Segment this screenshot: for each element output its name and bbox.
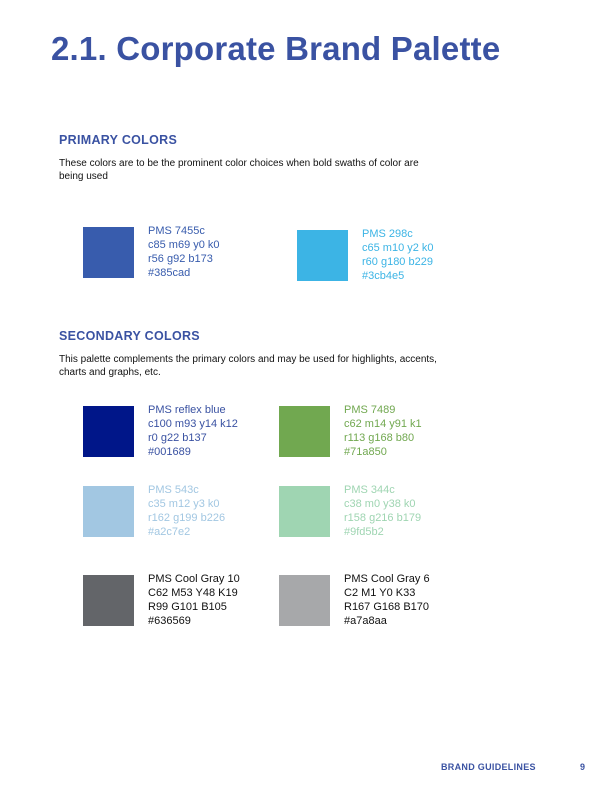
page-number: 9 xyxy=(580,762,586,772)
color-chip xyxy=(279,486,330,537)
color-chip xyxy=(297,230,348,281)
rgb-value: r113 g168 b80 xyxy=(344,432,415,444)
page-title: 2.1. Corporate Brand Palette xyxy=(51,30,501,67)
rgb-value: r56 g92 b173 xyxy=(148,253,213,265)
hex-value: #385cad xyxy=(148,267,191,279)
cmyk-value: c65 m10 y2 k0 xyxy=(362,242,434,254)
pms-name: PMS Cool Gray 10 xyxy=(148,573,240,585)
pms-name: PMS 344c xyxy=(344,484,395,496)
pms-name: PMS 7455c xyxy=(148,225,205,237)
rgb-value: r162 g199 b226 xyxy=(148,512,226,524)
color-chip xyxy=(83,486,134,537)
pms-name: PMS Cool Gray 6 xyxy=(344,573,430,585)
cmyk-value: c100 m93 y14 k12 xyxy=(148,418,238,430)
color-chip xyxy=(83,227,134,278)
hex-value: #3cb4e5 xyxy=(362,270,405,282)
rgb-value: r0 g22 b137 xyxy=(148,432,207,444)
secondary-colors-heading: SECONDARY COLORS xyxy=(59,329,200,343)
hex-value: #9fd5b2 xyxy=(344,526,384,538)
color-chip xyxy=(279,575,330,626)
cmyk-value: c85 m69 y0 k0 xyxy=(148,239,220,251)
color-specs xyxy=(362,227,434,283)
hex-value: #001689 xyxy=(148,446,191,458)
pms-name: PMS 298c xyxy=(362,228,413,240)
rgb-value: R99 G101 B105 xyxy=(148,601,227,613)
color-specs xyxy=(344,403,422,459)
cmyk-value: c35 m12 y3 k0 xyxy=(148,498,220,510)
cmyk-value: C2 M1 Y0 K33 xyxy=(344,587,416,599)
hex-value: #a7a8aa xyxy=(344,615,387,627)
primary-colors-heading: PRIMARY COLORS xyxy=(59,133,178,147)
color-specs xyxy=(148,403,238,459)
color-chip xyxy=(279,406,330,457)
color-specs xyxy=(148,483,225,539)
color-chip xyxy=(83,575,134,626)
cmyk-value: c38 m0 y38 k0 xyxy=(344,498,416,510)
secondary-colors-description: This palette complements the primary colors and may be used for highlights, accents, charts and graphs, etc. xyxy=(59,354,437,378)
footer-label: BRAND GUIDELINES xyxy=(441,762,536,772)
pms-name: PMS reflex blue xyxy=(148,404,226,416)
color-specs xyxy=(148,572,240,628)
color-specs xyxy=(344,572,430,628)
color-specs xyxy=(148,224,220,280)
cmyk-value: C62 M53 Y48 K19 xyxy=(148,587,238,599)
pms-name: PMS 7489 xyxy=(344,404,396,416)
primary-colors-description: These colors are to be the prominent color choices when bold swaths of color are being used xyxy=(59,158,419,182)
hex-value: #71a850 xyxy=(344,446,387,458)
hex-value: #a2c7e2 xyxy=(148,526,191,538)
color-specs xyxy=(344,483,421,539)
cmyk-value: c62 m14 y91 k1 xyxy=(344,418,422,430)
pms-name: PMS 543c xyxy=(148,484,199,496)
rgb-value: R167 G168 B170 xyxy=(344,601,430,613)
color-chip xyxy=(83,406,134,457)
hex-value: #636569 xyxy=(148,615,191,627)
rgb-value: r60 g180 b229 xyxy=(362,256,433,268)
rgb-value: r158 g216 b179 xyxy=(344,512,422,524)
